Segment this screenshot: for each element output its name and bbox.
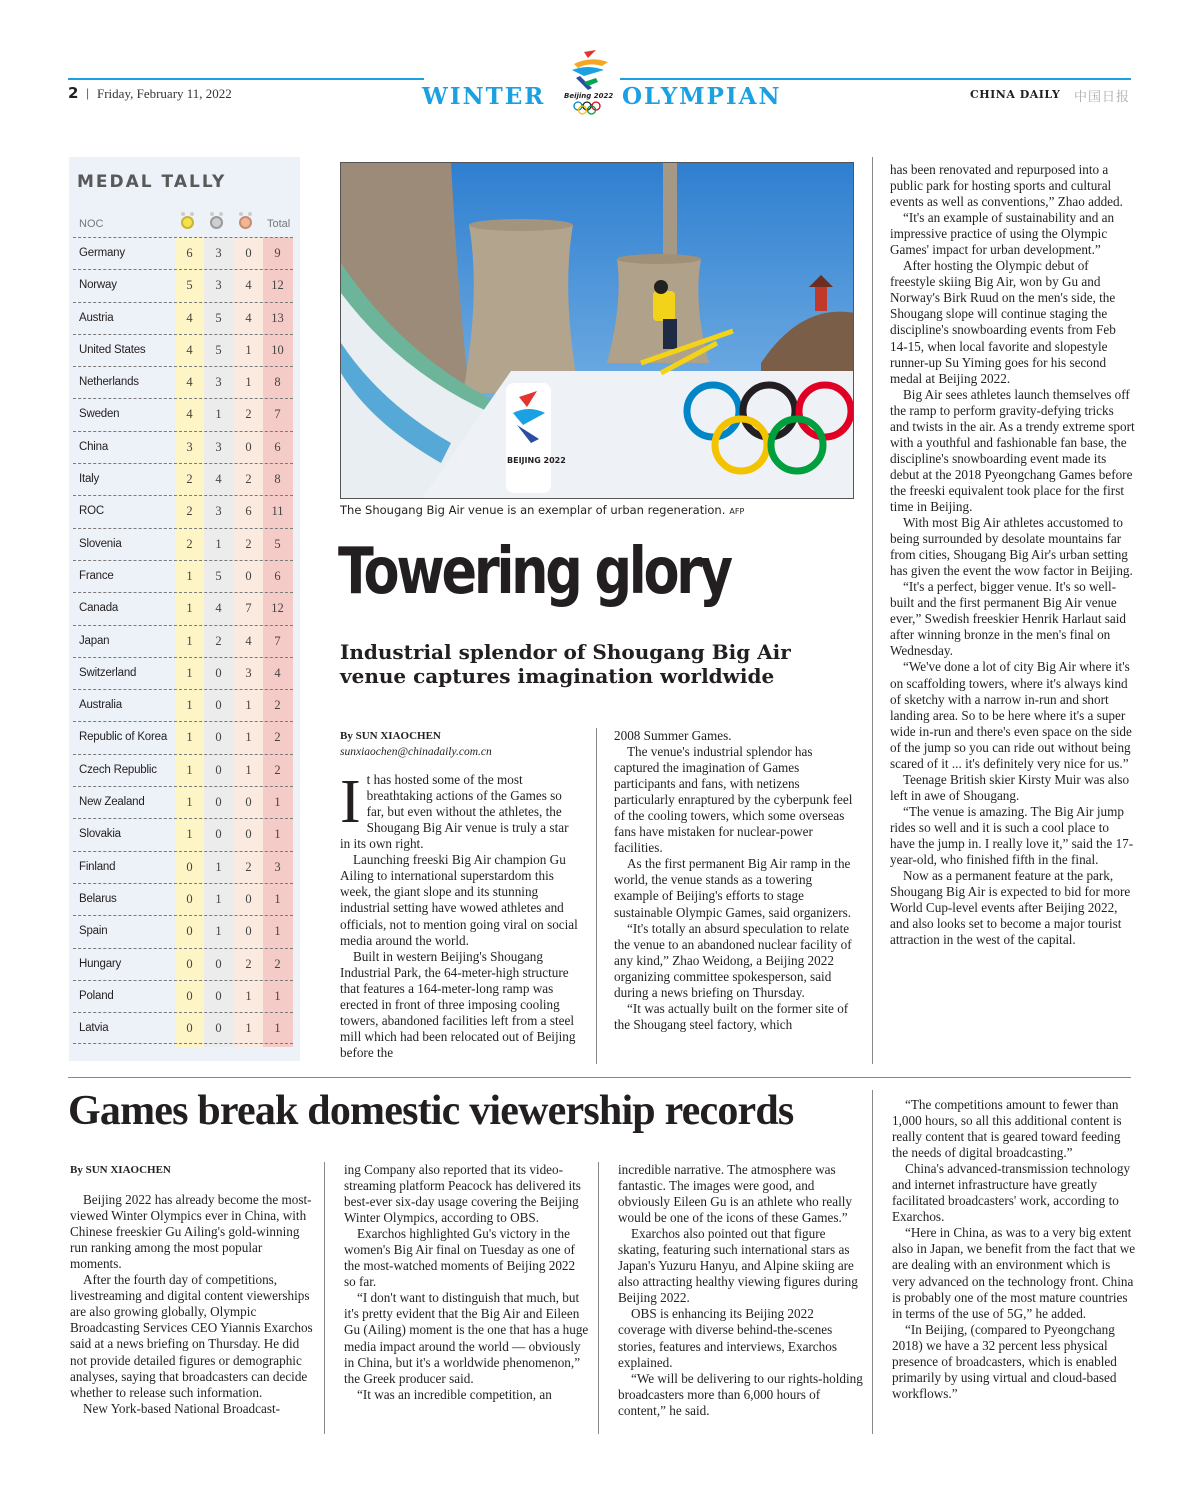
bronze-count: 1 [245,375,252,390]
lead-subheadline: Industrial splendor of Shougang Big Air venue captures imagination worldwide [340,640,791,688]
silver-count: 0 [215,762,222,777]
bronze-count: 1 [245,762,252,777]
medal-tally-row [73,915,293,947]
paragraph: Big Air sees athletes launch themselves off the ramp to perform gravity-defying tricks and twists in the air. As a trendy extreme sport with a youthful and fashionable fan base, the discipline's snowboarding event made its debut at the 2018 Pyeongchang Games before the freeski equivalent took place for the first time in Beijing. [890,386,1135,514]
page-number: 2 [68,84,79,102]
paragraph: With most Big Air athletes accustomed to being surrounded by desolate mountains far from cities, Shougang Big Air's urban setting has given the event the wow factor in Beijing. [890,515,1133,579]
gold-count: 0 [186,924,193,939]
gold-count: 4 [186,310,193,325]
paragraph: “Here in China, as was to a very big extent also in Japan, we benefit from the fact that we are dealing with an environment which is very advanced on the technology front. China is probably one of the most mature countries in terms of the use of 5G,” he added. [892,1225,1136,1321]
total-count: 2 [274,698,281,713]
gold-count: 1 [186,762,193,777]
bronze-count: 0 [245,568,252,583]
medal-tally-row [73,237,293,269]
medal-tally-row [73,948,293,980]
bronze-count: 1 [245,730,252,745]
second-headline: Games break domestic viewership records [68,1088,794,1134]
silver-count: 2 [215,633,222,648]
bronze-count: 1 [245,698,252,713]
medal-tally-row [73,786,293,818]
column-divider [598,1162,599,1434]
paragraph: “It's a perfect, bigger venue. It's so well-built and the first permanent Big Air venue ever,” Swedish freeskier Henrik Harlaut said after winning bronze in the men's final on Wednesday. [890,579,1127,659]
paragraph: “The competitions amount to fewer than 1,000 hours, so all this additional content is really content that is geared toward feeding the needs of digital broadcasting.” [892,1097,1122,1161]
silver-count: 3 [215,246,222,260]
total-count: 1 [274,1021,281,1036]
total-count: 4 [274,665,281,680]
country-name: Italy [79,473,100,486]
medal-tally-row [73,721,293,753]
silver-count: 0 [215,1021,222,1036]
total-count: 3 [274,859,281,874]
total-count: 5 [274,536,281,551]
silver-count: 0 [215,665,222,680]
medal-tally-row [73,495,293,527]
gold-count: 1 [186,665,193,680]
paragraph: Launching freeski Big Air champion Gu Ailing to international superstardom this week, the giant slope and its stunning industrial setting have wowed athletes and officials, not to mention going viral on social media around the world. [340,852,578,948]
paragraph: Exarchos highlighted Gu's victory in the women's Big Air final on Tuesday as one of the most-watched moments of Beijing 2022 so far. [344,1226,576,1290]
gold-count: 2 [186,504,193,519]
gold-count: 0 [186,956,193,971]
total-count: 7 [274,407,281,422]
bronze-count: 0 [245,827,252,842]
medal-tally-row [73,398,293,430]
medal-tally-row [73,689,293,721]
author-email-link[interactable]: sunxiaochen@chinadaily.com.cn [340,746,492,759]
silver-count: 1 [215,891,222,906]
total-count: 2 [274,730,281,745]
country-name: Australia [79,699,122,712]
bronze-medal-icon [239,216,252,229]
total-count: 1 [274,827,281,842]
paragraph: Built in western Beijing's Shougang Industrial Park, the 64-meter-high structure that features a 164-meter-long ramp was erected in front of three imposing cooling towers, abandoned facilities left from a steel mill which had been relocated out of Beijing before the [340,948,576,1060]
bronze-count: 4 [245,633,252,648]
country-name: Slovenia [79,537,122,550]
medal-tally-row [73,302,293,334]
bronze-count: 1 [245,1021,252,1036]
paragraph: Now as a permanent feature at the park, Shougang Big Air is expected to bid for more World Cup-level events after Beijing 2022, and also looks set to become a major tourist attraction in the west of the capital. [890,868,1131,948]
paragraph: “The venue is amazing. The Big Air jump rides so well and it is such a cool place to have the jump in. I really love it,” said the 17-year-old, who finished fifth in the final. [890,803,1134,868]
medal-tally-title: MEDAL TALLY [77,172,227,192]
gold-count: 6 [186,246,193,260]
column-divider [872,1090,873,1434]
paragraph: Teenage British skier Kirsty Muir was also left in awe of Shougang. [890,771,1130,803]
country-name: Slovakia [79,828,121,841]
photo-credit: AFP [729,507,745,516]
medal-tally-row [73,528,293,560]
lead-story-column-2 [614,728,860,1033]
lead-story-column-1 [340,728,582,1061]
silver-count: 5 [215,568,222,583]
paragraph: “It's an example of sustainability and an impressive practice of using the Olympic Games' impact for urban development.” [890,210,1115,258]
bronze-count: 0 [245,891,252,906]
total-count: 11 [271,504,284,519]
medal-tally-row [73,431,293,463]
gold-count: 4 [186,375,193,390]
bronze-count: 0 [245,795,252,810]
dropcap: I [340,768,361,837]
total-count: 1 [274,795,281,810]
gold-count: 1 [186,698,193,713]
paragraph: OBS is enhancing its Beijing 2022 coverage with diverse behind-the-scenes stories, features and interviews, Exarchos explained. [618,1306,837,1370]
paragraph: “We've done a lot of city Big Air where it's on scaffolding towers, where it's always kind of sketchy with a narrow in-run and short landing area. So to be here where it's a super wide in-run and there's even space on the side of the jump so you can ride out without being scared of it ... it's definitely very nice for us.” [890,659,1132,771]
silver-count: 1 [215,536,222,551]
country-name: Austria [79,311,114,324]
gold-count: 0 [186,1021,193,1036]
section-title-olympian: OLYMPIAN [622,83,782,110]
header-separator: | [86,86,90,100]
svg-text:BEIJING 2022: BEIJING 2022 [507,456,566,465]
second-story-column-2 [344,1162,590,1403]
country-name: Republic of Korea [79,731,168,744]
bronze-count: 0 [245,246,252,260]
gold-count: 0 [186,859,193,874]
paragraph: New York-based National Broadcast- [83,1400,281,1416]
column-header-noc: NOC [79,218,104,230]
gold-count: 0 [186,891,193,906]
medal-tally-row [73,818,293,850]
total-count: 12 [271,601,284,616]
silver-count: 0 [215,795,222,810]
bronze-count: 1 [245,988,252,1003]
total-count: 7 [274,633,281,648]
total-count: 8 [274,472,281,487]
paragraph: 2008 Summer Games. [614,728,732,743]
second-story-column-4 [892,1097,1136,1402]
bronze-count: 2 [245,536,252,551]
lead-byline: By SUN XIAOCHEN [340,730,441,742]
country-name: Poland [79,989,114,1002]
paragraph: After hosting the Olympic debut of freestyle skiing Big Air, won by Gu and Norway's Birk Ruud on the men's side, the Shougang slope will continue staging the discipline's snowboarding events from Feb 14-15, when local favorite and slopestyle runner-up Su Yiming goes for his second medal at Beijing 2022. [890,258,1116,386]
country-name: Germany [79,247,125,259]
medal-tally-row [73,1012,293,1044]
medal-tally-rows [69,237,300,1044]
header-rule-left [68,78,424,80]
total-count: 2 [274,762,281,777]
silver-count: 0 [215,827,222,842]
gold-count: 1 [186,827,193,842]
total-count: 6 [274,568,281,583]
country-name: United States [79,343,146,356]
bronze-count: 6 [245,504,252,519]
medal-tally-row [73,657,293,689]
country-name: Spain [79,925,108,938]
story-separator [68,1077,1131,1078]
column-divider [872,157,873,1064]
lead-paragraph: It has hosted some of the most breathtaking actions of the Games so far, but even without the athletes, the Shougang Big Air venue is truly a star in its own right. [340,768,569,852]
photo-caption [340,503,744,517]
second-story-column-3 [618,1162,864,1419]
paragraph: ing Company also reported that its video-streaming platform Peacock has delivered its best-ever six-day usage covering the Beijing Winter Olympics, according to OBS. [344,1162,581,1226]
medal-tally-row [73,980,293,1012]
bronze-count: 2 [245,859,252,874]
medal-tally-row [73,592,293,624]
silver-count: 0 [215,988,222,1003]
gold-count: 1 [186,730,193,745]
silver-medal-icon [210,216,223,229]
silver-count: 3 [215,375,222,390]
medal-tally-header [69,213,300,237]
paragraph: The venue's industrial splendor has captured the imagination of Games participants and fans, with netizens particularly enraptured by the cyberpunk feel of the cooling towers, which some overseas fans have mistaken for nuclear-power facilities. [614,744,853,856]
total-count: 10 [271,342,284,357]
country-name: ROC [79,505,104,518]
paragraph: “We will be delivering to our rights-holding broadcasters more than 6,000 hours of content,” he said. [618,1370,863,1418]
gold-count: 1 [186,601,193,616]
medal-tally-row [73,334,293,366]
paragraph: “In Beijing, (compared to Pyeongchang 2018) we have a 32 percent less physical presence of broadcasters, which is enabled primarily by using virtual and cloud-based workflows.” [892,1321,1117,1401]
total-count: 2 [274,956,281,971]
silver-count: 4 [215,472,222,487]
bronze-count: 0 [245,924,252,939]
lead-story-column-3 [890,162,1136,948]
silver-count: 1 [215,407,222,422]
silver-count: 0 [215,698,222,713]
silver-count: 5 [215,310,222,325]
bronze-count: 2 [245,472,252,487]
silver-count: 1 [215,924,222,939]
medal-tally-row [73,883,293,915]
total-count: 8 [274,375,281,390]
country-name: Hungary [79,957,122,970]
medal-tally-row [73,269,293,301]
paragraph: incredible narrative. The atmosphere was fantastic. The images were good, and obviously Eileen Gu is an athlete who really would be one of the icons of these Games.” [618,1162,853,1226]
paragraph: has been renovated and repurposed into a public park for hosting sports and cultural events as well as conventions,” Zhao added. [890,162,1123,210]
column-header-total: Total [267,218,291,230]
silver-count: 3 [215,278,222,293]
issue-date: Friday, February 11, 2022 [97,86,232,101]
gold-count: 3 [186,439,193,454]
country-name: Finland [79,860,116,873]
bronze-count: 1 [245,342,252,357]
header-rule-right [620,78,1131,80]
silver-count: 3 [215,439,222,454]
svg-text:Beijing 2022: Beijing 2022 [564,92,614,100]
beijing-2022-emblem-icon [562,48,622,118]
medal-tally-row [73,463,293,495]
silver-count: 0 [215,730,222,745]
section-title-winter: WINTER [422,83,546,110]
bronze-count: 3 [245,665,252,680]
newspaper-name: CHINA DAILY [970,88,1061,101]
medal-tally-row [73,851,293,883]
second-story-column-1 [70,1162,314,1417]
medal-tally [69,157,300,1061]
country-name: China [79,440,109,453]
paragraph: “I don't want to distinguish that much, but it's pretty evident that the Big Air and Eileen Gu (Ailing) moment is the one that has a huge media impact around the world — obviously in China, but it's a worldwide phenomenon,” the Greek producer said. [344,1290,589,1386]
total-count: 9 [274,246,281,260]
bronze-count: 2 [245,407,252,422]
medal-tally-row [73,366,293,398]
country-name: Canada [79,602,119,615]
total-count: 6 [274,439,281,454]
newspaper-name-chinese: 中国日报 [1074,90,1131,105]
country-name: Switzerland [79,666,137,679]
total-count: 1 [274,891,281,906]
silver-count: 4 [215,601,222,616]
medal-tally-row [73,560,293,592]
paragraph: Beijing 2022 has already become the most-viewed Winter Olympics ever in China, with Chinese freeskier Gu Ailing's gold-winning run ranking among the most popular moments. [70,1192,312,1272]
paragraph: Exarchos also pointed out that figure skating, featuring such international stars as Japan's Yuzuru Hanyu, and Alpine skiing are also attracting healthy viewing figures during Beijing 2022. [618,1226,858,1306]
country-name: France [79,569,114,582]
bronze-count: 0 [245,439,252,454]
country-name: Latvia [79,1022,109,1035]
country-name: Netherlands [79,376,139,389]
lead-photo [340,162,854,499]
column-divider [324,1162,325,1434]
gold-count: 2 [186,536,193,551]
silver-count: 0 [215,956,222,971]
second-byline: By SUN XIAOCHEN [70,1164,171,1176]
gold-count: 1 [186,568,193,583]
country-name: Norway [79,279,117,292]
column-divider [596,728,597,1064]
paragraph: “It was actually built on the former site of the Shougang steel factory, which [614,1000,849,1032]
country-name: Japan [79,634,110,647]
gold-medal-icon [181,216,194,229]
gold-count: 0 [186,988,193,1003]
silver-count: 1 [215,859,222,874]
gold-count: 4 [186,407,193,422]
total-count: 1 [274,988,281,1003]
gold-count: 1 [186,795,193,810]
medal-tally-row [73,754,293,786]
bronze-count: 4 [245,310,252,325]
country-name: Czech Republic [79,763,157,776]
gold-count: 5 [186,278,193,293]
country-name: New Zealand [79,796,145,809]
paragraph: “It's totally an absurd speculation to relate the venue to an abandoned nuclear facility of any kind,” Zhao Weidong, a Beijing 2022 organizing committee spokesperson, said during a news briefing on Thursday. [614,920,852,1000]
country-name: Belarus [79,892,117,905]
total-count: 1 [274,924,281,939]
bronze-count: 7 [245,601,252,616]
lead-headline: Towering glory [338,535,730,609]
caption-text: The Shougang Big Air venue is an exemplar of urban regeneration. [340,503,726,517]
paragraph: “It was an incredible competition, an [357,1386,552,1402]
paragraph: After the fourth day of competitions, livestreaming and digital content viewerships are also growing globally, Olympic Broadcasting Services CEO Yiannis Exarchos said at a news briefing on Thursday. He did not provide detailed figures or demographic analyses, saying that broadcasters can decide whether to release such information. [70,1272,313,1400]
total-count: 13 [271,310,284,325]
paragraph: As the first permanent Big Air ramp in the world, the venue stands as a towering example of Beijing's efforts to stage sustainable Olympic Games, said organizers. [614,856,852,920]
medal-tally-row [73,625,293,657]
country-name: Sweden [79,408,120,421]
silver-count: 3 [215,504,222,519]
gold-count: 2 [186,472,193,487]
bronze-count: 2 [245,956,252,971]
paragraph: China's advanced-transmission technology and internet infrastructure have greatly facilitated broadcasters' work, according to Exarchos. [892,1161,1131,1225]
silver-count: 5 [215,342,222,357]
total-count: 12 [271,278,284,293]
gold-count: 1 [186,633,193,648]
bronze-count: 4 [245,278,252,293]
gold-count: 4 [186,342,193,357]
